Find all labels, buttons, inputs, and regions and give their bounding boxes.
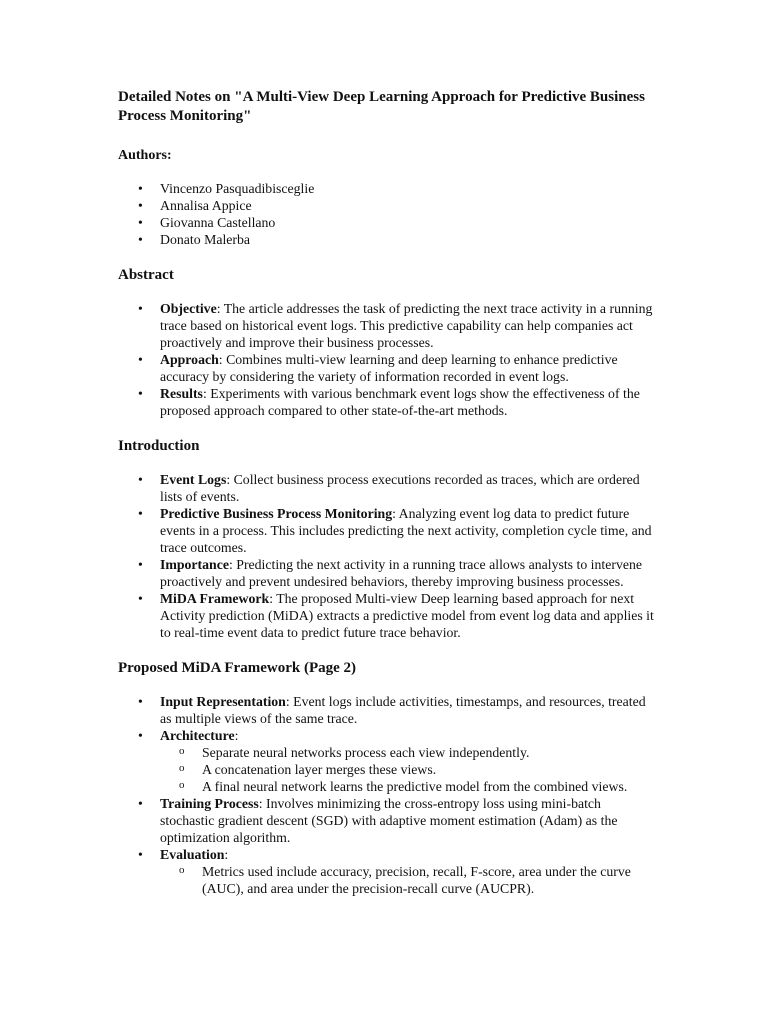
abstract-heading: Abstract <box>118 267 174 283</box>
item-text: : Involves minimizing the cross-entropy loss using mini-batch stochastic gradient descent (SGD) with adaptive moment estimation (Adam) as the optimization algorithm. <box>160 796 618 845</box>
item-term: Approach <box>160 352 219 367</box>
author-item: • Donato Malerba <box>160 231 658 248</box>
sub-list-item: o Separate neural networks process each view independently. <box>202 744 658 761</box>
item-term: Predictive Business Process Monitoring <box>160 506 393 521</box>
list-item <box>160 471 658 505</box>
item-term: Objective <box>160 301 217 316</box>
sub-list-item: o Metrics used include accuracy, precision, recall, F-score, area under the curve (AUC), and area under the precision-recall curve (AUCPR). <box>202 863 658 897</box>
item-text: : Collect business process executions recorded as traces, which are ordered lists of events. <box>160 472 640 504</box>
abstract-list <box>118 300 658 419</box>
framework-heading: Proposed MiDA Framework (Page 2) <box>118 660 357 676</box>
item-text: : Predicting the next activity in a running trace allows analysts to intervene proactively and prevent undesired behaviors, thereby improving business processes. <box>160 557 643 589</box>
item-term: MiDA Framework <box>160 591 270 606</box>
list-item <box>160 693 658 727</box>
sub-list-item: o A final neural network learns the predictive model from the combined views. <box>202 778 658 795</box>
sub-list-item: o A concatenation layer merges these views. <box>202 761 658 778</box>
list-item <box>160 300 658 351</box>
item-term: Importance <box>160 557 229 572</box>
item-text: : <box>234 728 239 743</box>
architecture-sublist <box>160 744 658 795</box>
framework-list <box>118 693 658 897</box>
author-item: • Vincenzo Pasquadibisceglie <box>160 180 658 197</box>
evaluation-sublist <box>160 863 658 897</box>
introduction-heading: Introduction <box>118 438 200 454</box>
list-item <box>160 590 658 641</box>
list-item <box>160 727 658 795</box>
authors-label: Authors: <box>118 148 172 163</box>
item-term: Evaluation <box>160 847 225 862</box>
list-item <box>160 385 658 419</box>
document-page <box>118 88 658 897</box>
item-text: : <box>224 847 229 862</box>
document-title: Detailed Notes on "A Multi-View Deep Learning Approach for Predictive Business Process Monitoring" <box>118 89 645 124</box>
item-term: Training Process <box>160 796 259 811</box>
item-term: Architecture <box>160 728 235 743</box>
author-item: • Annalisa Appice <box>160 197 658 214</box>
list-item <box>160 505 658 556</box>
item-term: Event Logs <box>160 472 227 487</box>
item-text: : Experiments with various benchmark event logs show the effectiveness of the proposed approach compared to other state-of-the-art methods. <box>160 386 640 418</box>
list-item <box>160 351 658 385</box>
item-text: : Analyzing event log data to predict future events in a process. This includes predicting the next activity, completion cycle time, and trace outcomes. <box>160 506 652 555</box>
item-text: : The article addresses the task of predicting the next trace activity in a running trace based on historical event logs. This predictive capability can help companies act proactively and improve their business processes. <box>160 301 653 350</box>
introduction-list <box>118 471 658 641</box>
item-term: Results <box>160 386 203 401</box>
list-item <box>160 846 658 897</box>
item-text: : Event logs include activities, timestamps, and resources, treated as multiple views of the same trace. <box>160 694 646 726</box>
authors-list <box>118 180 658 248</box>
author-item: • Giovanna Castellano <box>160 214 658 231</box>
list-item <box>160 795 658 846</box>
item-term: Input Representation <box>160 694 286 709</box>
item-text: : Combines multi-view learning and deep learning to enhance predictive accuracy by considering the variety of information recorded in event logs. <box>160 352 618 384</box>
list-item <box>160 556 658 590</box>
item-text: : The proposed Multi-view Deep learning based approach for next Activity prediction (MiDA) extracts a predictive model from event log data and applies it to real-time event data to predict future trace behavior. <box>160 591 654 640</box>
